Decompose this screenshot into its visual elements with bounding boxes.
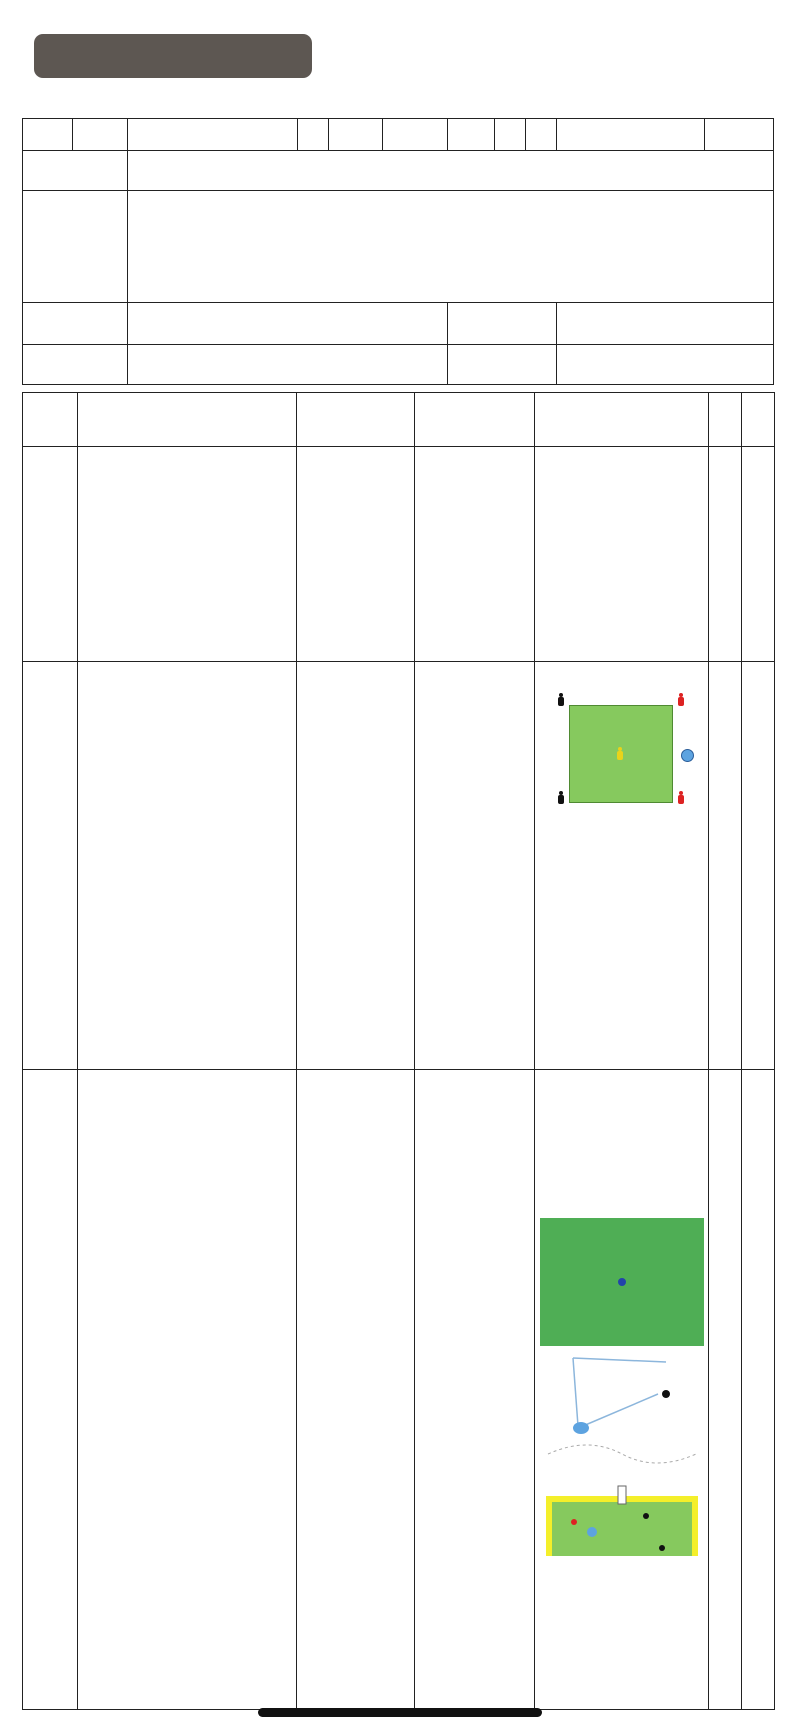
header-time [709,393,742,447]
key-point-label [23,303,128,345]
section-label [23,447,78,662]
formation-diagram [538,1076,706,1556]
key-point-value [128,303,448,345]
section-main [23,1070,775,1710]
section-organization [535,447,709,662]
grade-label [23,119,73,151]
header-intensity [742,393,775,447]
watermark-badge [34,34,312,78]
teacher-label [556,119,705,151]
section-content [78,447,297,662]
section-content [78,662,297,1070]
lesson-topic [128,151,774,191]
section-teacher [297,662,415,1070]
content-label [23,151,128,191]
section-student [415,447,535,662]
ball-icon [681,749,694,762]
class-label [128,119,298,151]
difficulty-gap-cell-2 [556,345,773,385]
document-title [0,74,800,122]
class-value-cell [297,119,328,151]
section-intensity [742,662,775,1070]
venue-value [556,303,773,345]
section-label [23,1070,78,1710]
section-start [23,447,775,662]
lesson-info-table [22,118,774,385]
section-organization [535,662,709,1070]
section-teacher [297,447,415,662]
goal-list [128,191,774,303]
header-teacher [297,393,415,447]
header-process [23,393,78,447]
venue-label [448,303,556,345]
section-organization [535,1070,709,1710]
section-intensity [742,447,775,662]
count-label [328,119,382,151]
period-gap-cell [495,119,526,151]
section-teacher [297,1070,415,1710]
count-value-cell [382,119,448,151]
teacher-value-cell [705,119,774,151]
lesson-plan-table [22,392,775,1710]
section-warmup [23,662,775,1070]
difficulty-gap-cell [448,345,556,385]
home-indicator[interactable] [258,1708,542,1717]
header-organization [535,393,709,447]
header-student [415,393,535,447]
grade-value-cell [72,119,127,151]
section-student [415,1070,535,1710]
section-time [709,1070,742,1710]
section-label [23,662,78,1070]
section-content [78,1070,297,1710]
section-time [709,662,742,1070]
period-value [526,119,556,151]
section-student [415,662,535,1070]
section-intensity [742,1070,775,1710]
header-content [78,393,297,447]
section-time [709,447,742,662]
period-label [448,119,495,151]
goal-label [23,191,128,303]
difficulty-label [23,345,128,385]
difficulty-value [128,345,448,385]
practice-field-diagram [547,691,697,801]
